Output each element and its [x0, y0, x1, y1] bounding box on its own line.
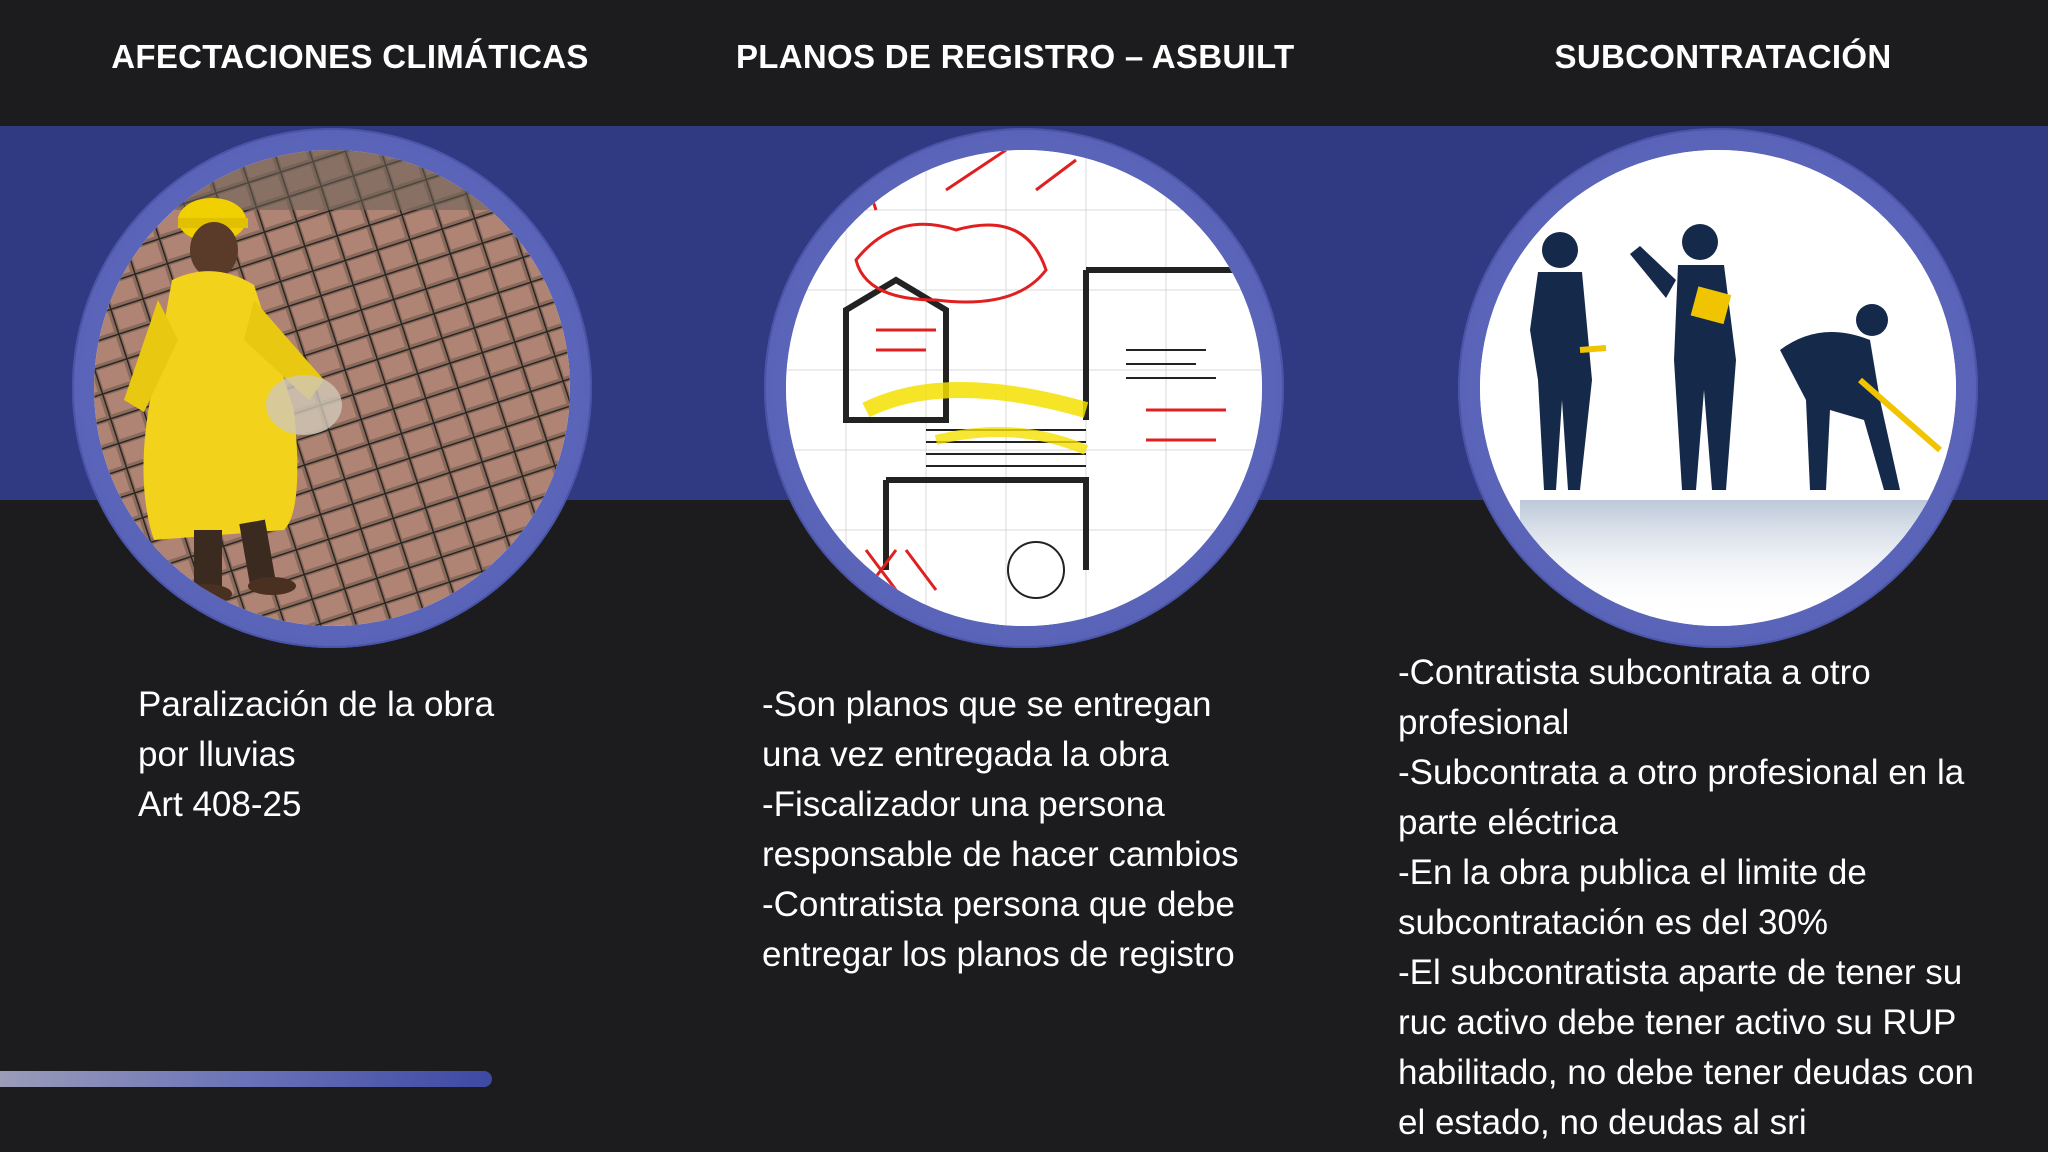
- worker-in-rain-graphic: [94, 150, 570, 626]
- text-line: habilitado, no debe tener deudas con: [1398, 1053, 1975, 1092]
- workers-silhouette-graphic: [1480, 150, 1956, 626]
- text-line: responsable de hacer cambios: [762, 835, 1239, 874]
- climate-description: [138, 680, 494, 830]
- slide-progress-fill: [0, 1071, 492, 1087]
- heading-subcontratacion: SUBCONTRATACIÓN: [1554, 38, 1892, 75]
- text-line: -Contratista persona que debe: [762, 885, 1235, 924]
- image-frame-climate: [72, 128, 592, 648]
- text-line: -Son planos que se entregan: [762, 685, 1212, 724]
- slide-progress-bar: [0, 1071, 2048, 1087]
- text-line: una vez entregada la obra: [762, 735, 1169, 774]
- worker-in-rain-image: [94, 150, 570, 626]
- text-line: el estado, no deudas al sri: [1398, 1103, 1807, 1142]
- text-line: entregar los planos de registro: [762, 935, 1235, 974]
- text-line: profesional: [1398, 703, 1570, 742]
- text-line: subcontratación es del 30%: [1398, 903, 1828, 942]
- text-line: -Fiscalizador una persona: [762, 785, 1165, 824]
- image-frame-subcontract: [1458, 128, 1978, 648]
- workers-silhouette-image: [1480, 150, 1956, 626]
- text-line: ruc activo debe tener activo su RUP: [1398, 1003, 1957, 1042]
- text-line: Art 408-25: [138, 785, 302, 824]
- heading-afectaciones: AFECTACIONES CLIMÁTICAS: [111, 38, 589, 75]
- text-line: Paralización de la obra: [138, 685, 495, 724]
- text-line: -Contratista subcontrata a otro: [1398, 653, 1871, 692]
- text-line: -Subcontrata a otro profesional en la: [1398, 753, 1965, 792]
- text-line: -En la obra publica el limite de: [1398, 853, 1867, 892]
- asbuilt-blueprint-image: [786, 150, 1262, 626]
- heading-planos: PLANOS DE REGISTRO – ASBUILT: [736, 38, 1295, 75]
- asbuilt-description: [762, 680, 1239, 980]
- asbuilt-blueprint-graphic: [786, 150, 1262, 626]
- image-frame-asbuilt: [764, 128, 1284, 648]
- text-line: parte eléctrica: [1398, 803, 1618, 842]
- text-line: -El subcontratista aparte de tener su: [1398, 953, 1963, 992]
- text-line: por lluvias: [138, 735, 296, 774]
